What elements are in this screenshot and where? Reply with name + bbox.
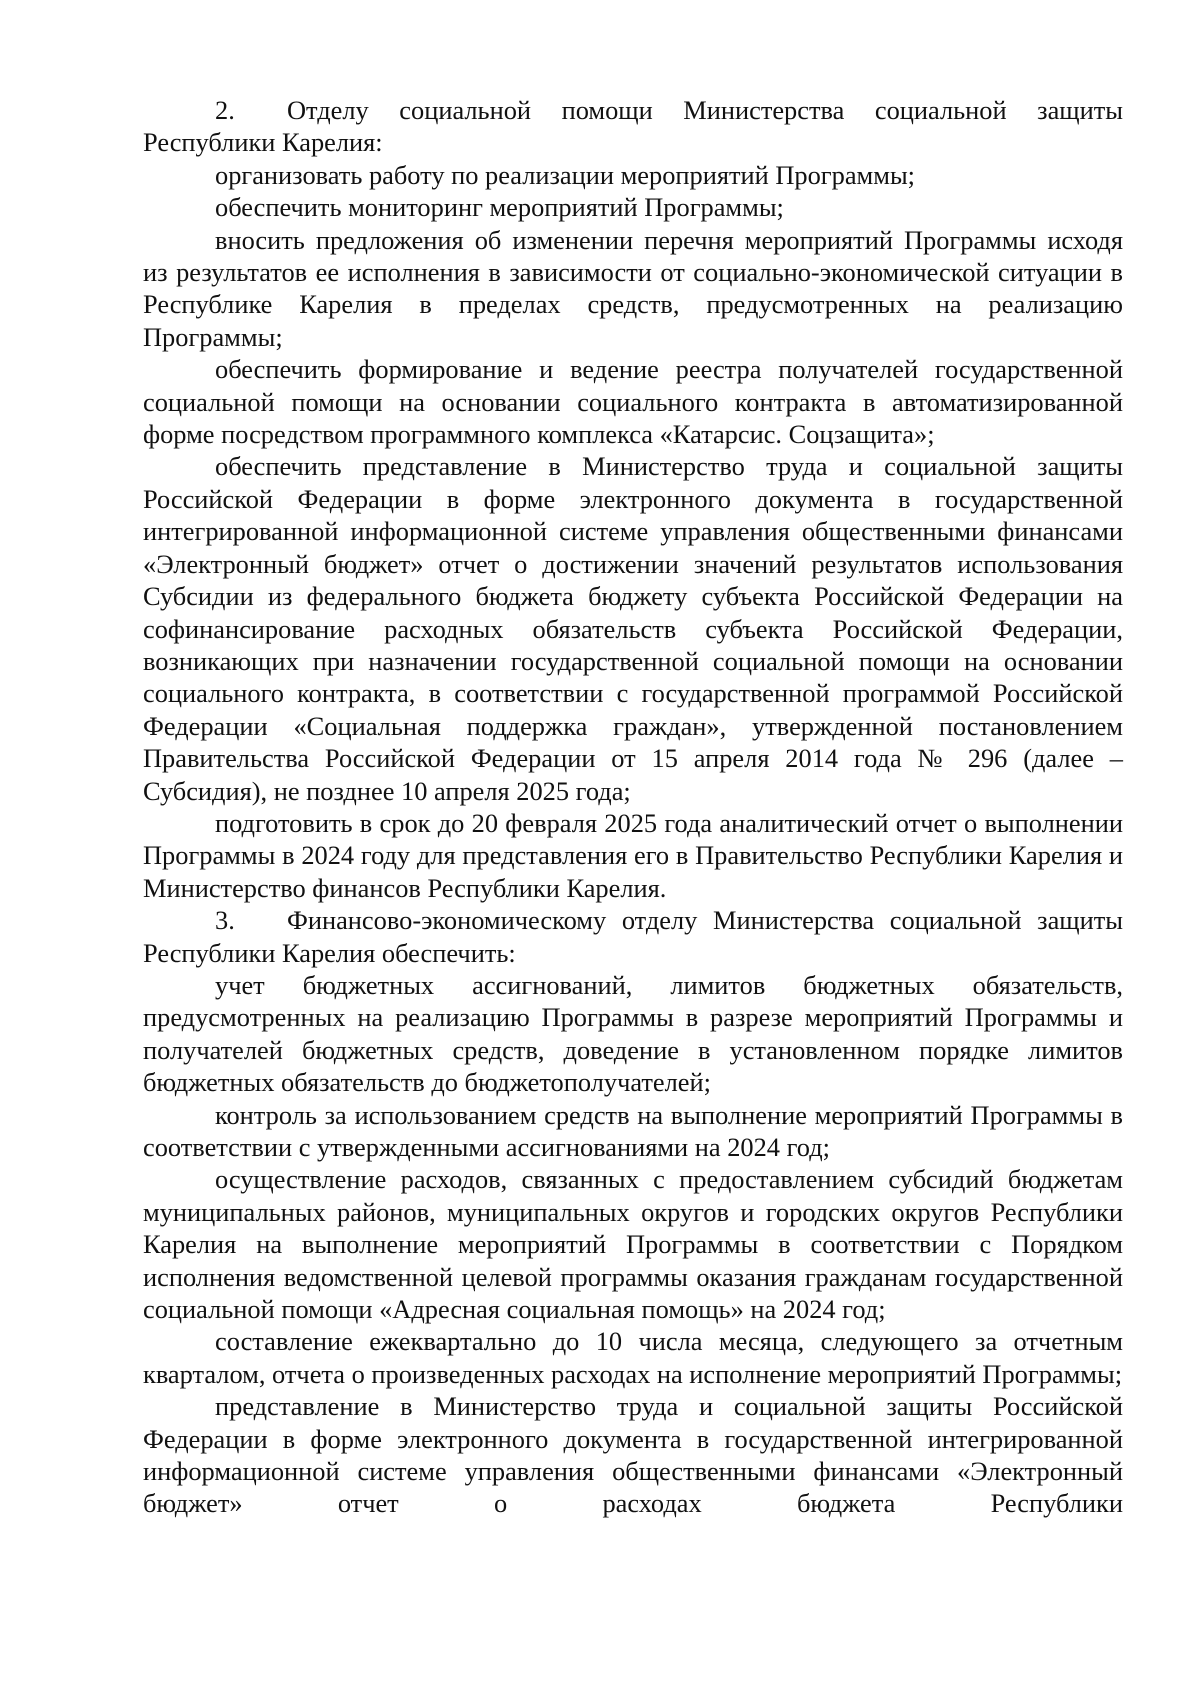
item-number: 3.	[215, 905, 235, 936]
paragraph-3	[143, 904, 1123, 969]
paragraph: подготовить в срок до 20 февраля 2025 года аналитический отчет о выполнении Программы в 2024 году для представления его в Правительство Республики Карелия и Министерство финансов Республики Карелия.	[143, 807, 1123, 903]
paragraph: учет бюджетных ассигнований, лимитов бюджетных обязательств, предусмотренных на реализацию Программы в разрезе мероприятий Программы и получателей бюджетных средств, доведение в установленном порядке лимитов бюджетных обязательств до бюджетополучателей;	[143, 969, 1123, 1098]
paragraph-continued: представление в Министерство труда и социальной защиты Российской Федерации в форме электронного документа в государственной интегрированной информационной системе управления общественными финансами «Электронный бюджет» отчет о расходах бюджета Республики	[143, 1391, 1123, 1519]
paragraph: организовать работу по реализации мероприятий Программы;	[215, 159, 916, 190]
paragraph: обеспечить представление в Министерство труда и социальной защиты Российской Федерации в форме электронного документа в государственной интегрированной информационной системе управления общественными финансами «Электронный бюджет» отчет о достижении значений результатов использования Субсидии из федерального бюджета бюджету субъекта Российской Федерации на софинансирование расходных обязательств субъекта Российской Федерации, возникающих при назначении государственной социальной помощи на основании социального контракта, в соответствии с государственной программой Российской Федерации «Социальная поддержка граждан», утвержденной постановлением Правительства Российской Федерации от 15 апреля 2014 года № 296 (далее – Субсидия), не позднее 10 апреля 2025 года;	[143, 451, 1123, 806]
paragraph: вносить предложения об изменении перечня мероприятий Программы исходя из результатов ее исполнения в зависимости от социально-экономической ситуации в Республике Карелия в пределах средств, предусмотренных на реализацию Программы;	[143, 224, 1123, 352]
paragraph: обеспечить мониторинг мероприятий Программы;	[215, 192, 784, 223]
paragraph-2	[143, 94, 1123, 159]
paragraph-text: Отделу социальной помощи Министерства социальной защиты Республики Карелия:	[143, 95, 1123, 158]
paragraph: составление ежеквартально до 10 числа месяца, следующего за отчетным кварталом, отчета о произведенных расходах на исполнение мероприятий Программы;	[143, 1326, 1123, 1389]
paragraph: контроль за использованием средств на выполнение мероприятий Программы в соответствии с утвержденными ассигнованиями на 2024 год;	[143, 1099, 1123, 1162]
paragraph: обеспечить формирование и ведение реестра получателей государственной социальной помощи на основании социального контракта в автоматизированной форме посредством программного комплекса «Катарсис. Соцзащита»;	[143, 354, 1123, 450]
paragraph: осуществление расходов, связанных с предоставлением субсидий бюджетам муниципальных районов, муниципальных округов и городских округов Республики Карелия на выполнение мероприятий Программы в соответствии с Порядком исполнения ведомственной целевой программы оказания гражданам государственной социальной помощи «Адресная социальная помощь» на 2024 год;	[143, 1164, 1123, 1325]
document-page	[143, 94, 1123, 1520]
paragraph-text: Финансово-экономическому отделу Министерства социальной защиты Республики Карелия обеспечить:	[143, 905, 1123, 968]
item-number: 2.	[215, 95, 235, 125]
